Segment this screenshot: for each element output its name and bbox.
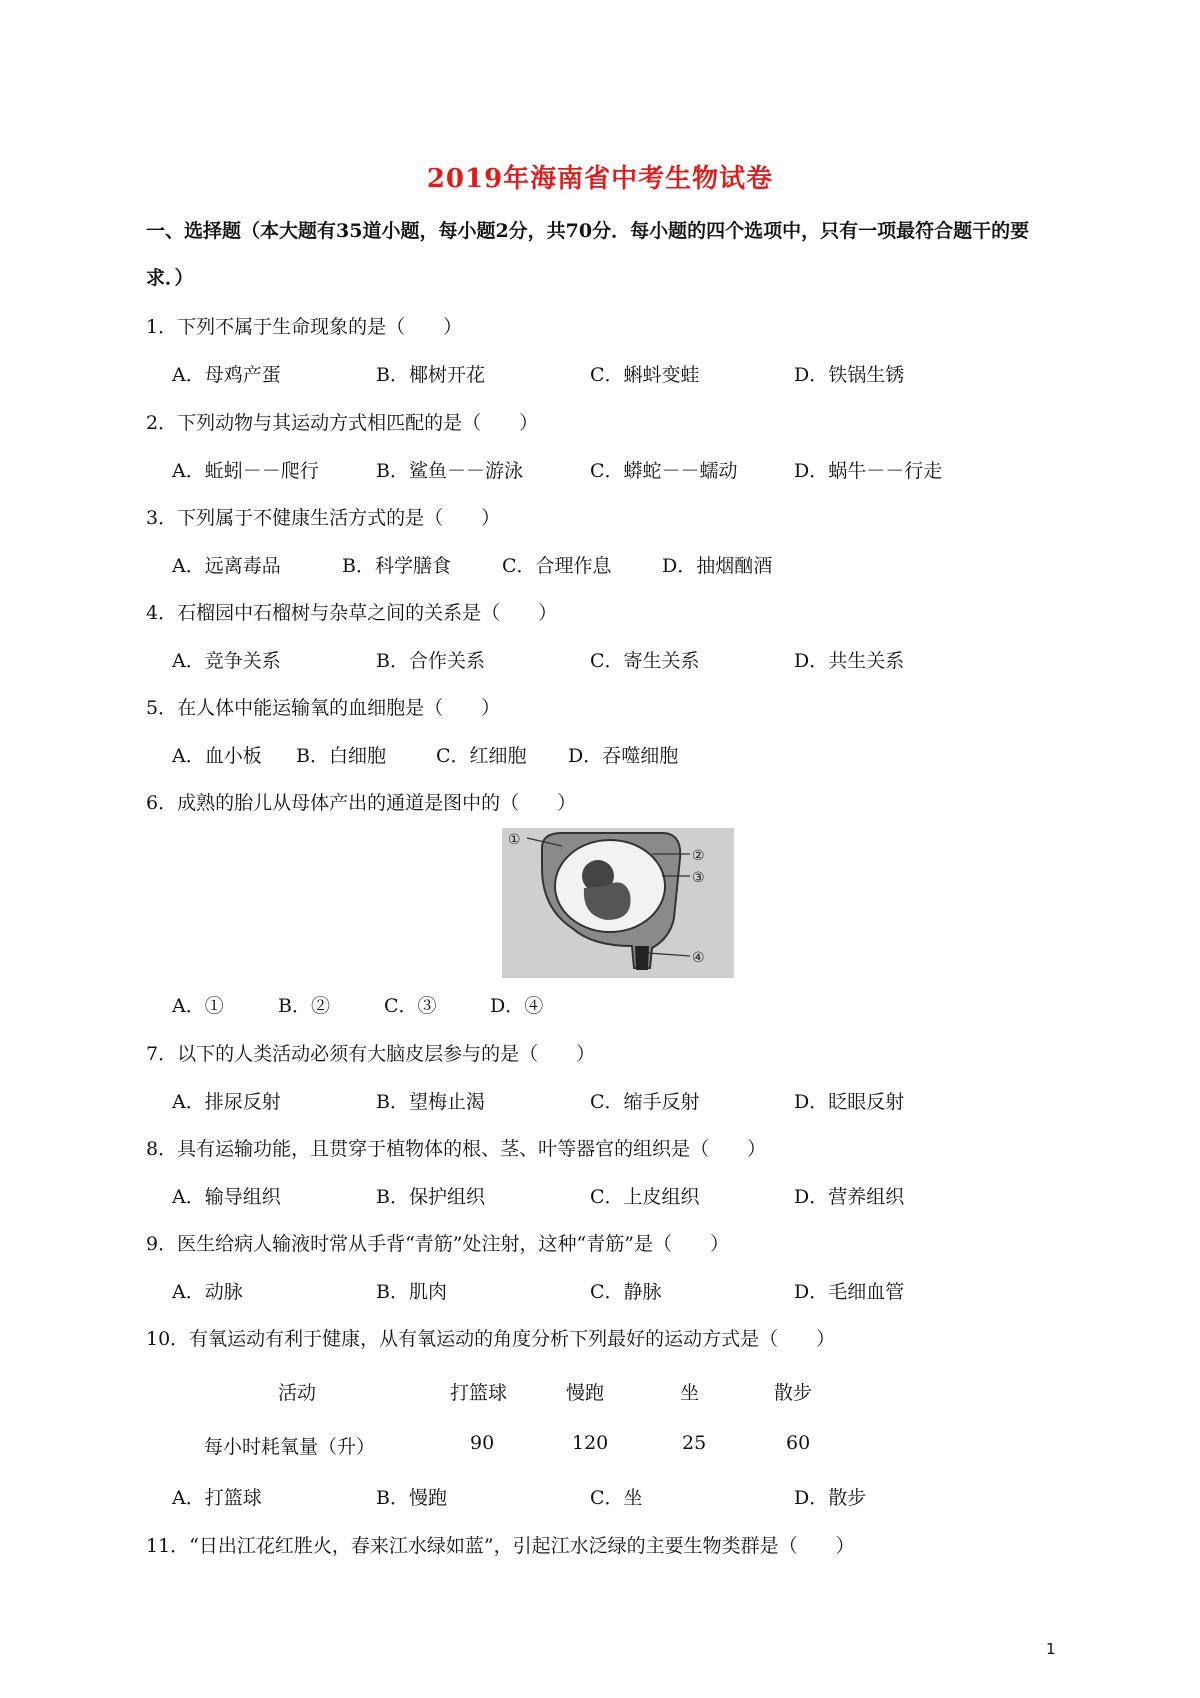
question-3-stem: 3．下列属于不健康生活方式的是（ ） (146, 507, 501, 529)
option-d: D．散步 (794, 1487, 867, 1509)
option-d: D．吞噬细胞 (568, 745, 679, 767)
option-c: C．红细胞 (436, 745, 527, 767)
table-header-walking: 散步 (774, 1382, 813, 1404)
option-b: B．鲨鱼－－游泳 (376, 460, 523, 482)
option-a: A．动脉 (172, 1281, 243, 1303)
option-b: B．椰树开花 (376, 364, 485, 386)
table-header-sitting: 坐 (680, 1382, 700, 1404)
option-b: B．合作关系 (376, 650, 485, 672)
option-b: B．科学膳食 (342, 555, 451, 577)
table-header-jogging: 慢跑 (566, 1382, 605, 1404)
question-8-stem: 8．具有运输功能，且贯穿于植物体的根、茎、叶等器官的组织是（ ） (146, 1138, 767, 1160)
option-b: B．白细胞 (296, 745, 386, 767)
option-d: D．共生关系 (794, 650, 905, 672)
option-a: A．血小板 (172, 745, 262, 767)
figure-label-2: ② (692, 848, 705, 864)
option-a: A．打篮球 (172, 1487, 262, 1509)
option-d: D．营养组织 (794, 1186, 905, 1208)
option-a: A．排尿反射 (172, 1091, 281, 1113)
table-header-basketball: 打篮球 (450, 1382, 508, 1404)
option-c: C．寄生关系 (590, 650, 700, 672)
option-c: C．静脉 (590, 1281, 662, 1303)
option-a: A．蚯蚓－－爬行 (172, 460, 319, 482)
table-row-label: 每小时耗氧量（升） (204, 1436, 376, 1458)
question-7-stem: 7．以下的人类活动必须有大脑皮层参与的是（ ） (146, 1043, 596, 1065)
question-1-stem: 1．下列不属于生命现象的是（ ） (146, 316, 463, 338)
question-11-stem: 11．“日出江花红胜火，春来江水绿如蓝”，引起江水泛绿的主要生物类群是（ ） (146, 1535, 855, 1557)
question-4-stem: 4．石榴园中石榴树与杂草之间的关系是（ ） (146, 602, 558, 624)
section-heading: 一、选择题（本大题有35道小题，每小题2分，共70分．每小题的四个选项中，只有一项最符合题干的要求．） (146, 220, 1030, 289)
question-10-stem: 10．有氧运动有利于健康，从有氧运动的角度分析下列最好的运动方式是（ ） (146, 1328, 836, 1350)
option-a: A．① (172, 995, 224, 1017)
option-d: D．眨眼反射 (794, 1091, 905, 1113)
question-2-stem: 2．下列动物与其运动方式相匹配的是（ ） (146, 412, 539, 434)
option-a: A．竞争关系 (172, 650, 281, 672)
question-9-stem: 9．医生给病人输液时常从手背“青筋”处注射，这种“青筋”是（ ） (146, 1233, 729, 1255)
page-number: 1 (1046, 1640, 1056, 1658)
table-header-activity: 活动 (278, 1382, 317, 1404)
option-a: A．远离毒品 (172, 555, 281, 577)
figure-label-4: ④ (692, 950, 705, 966)
option-c: C．蝌蚪变蛙 (590, 364, 700, 386)
option-b: B．② (278, 995, 330, 1017)
question-6-stem: 6．成熟的胎儿从母体产出的通道是图中的（ ） (146, 792, 577, 814)
option-b: B．望梅止渴 (376, 1091, 485, 1113)
question-5-stem: 5．在人体中能运输氧的血细胞是（ ） (146, 697, 501, 719)
table-value-basketball: 90 (470, 1432, 495, 1454)
fetus-in-uterus-illustration (502, 828, 734, 978)
figure-label-1: ① (508, 832, 521, 848)
option-a: A．母鸡产蛋 (172, 364, 281, 386)
option-d: D．蜗牛－－行走 (794, 460, 943, 482)
option-d: D．④ (490, 995, 544, 1017)
option-b: B．肌肉 (376, 1281, 447, 1303)
option-d: D．铁锅生锈 (794, 364, 905, 386)
option-b: B．慢跑 (376, 1487, 447, 1509)
option-d: D．抽烟酗酒 (662, 555, 773, 577)
option-c: C．③ (384, 995, 437, 1017)
option-c: C．蟒蛇－－蠕动 (590, 460, 738, 482)
option-a: A．输导组织 (172, 1186, 281, 1208)
option-c: C．合理作息 (502, 555, 612, 577)
uterus-diagram (502, 828, 734, 978)
option-b: B．保护组织 (376, 1186, 485, 1208)
table-value-walking: 60 (786, 1432, 811, 1454)
figure-label-3: ③ (692, 870, 705, 886)
option-d: D．毛细血管 (794, 1281, 905, 1303)
option-c: C．坐 (590, 1487, 643, 1509)
table-value-sitting: 25 (682, 1432, 707, 1454)
table-value-jogging: 120 (572, 1432, 609, 1454)
option-c: C．缩手反射 (590, 1091, 700, 1113)
option-c: C．上皮组织 (590, 1186, 700, 1208)
page-title: 2019年海南省中考生物试卷 (426, 164, 774, 194)
